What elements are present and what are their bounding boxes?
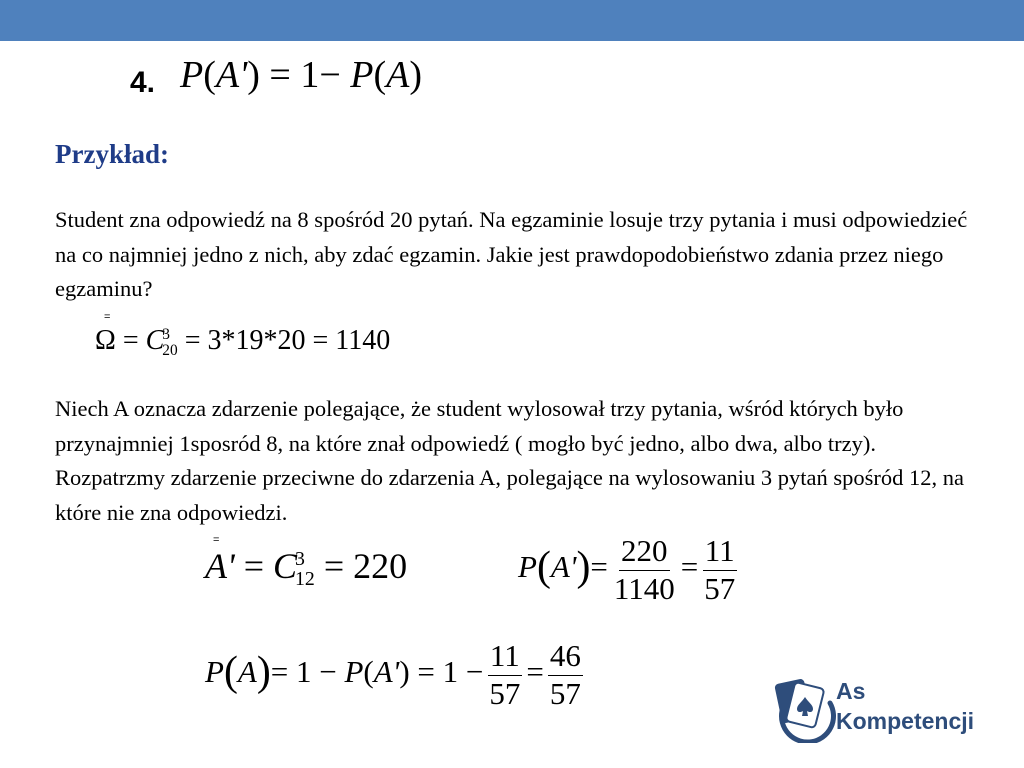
omega-rest: = 3*19*20 = 1140: [184, 325, 391, 356]
event-description: Niech A oznacza zdarzenie polegające, że student wylosował trzy pytania, wśród których było przynajmniej 1sposród 8, na które znał odpowiedź ( mogło być jedno, albo dwa, albo trzy). Rozpatrzmy zdarzenie przeciwne do zdarzenia A, polegające na wylosowaniu 3 pytań spośród 12, na które nie zna odpowiedzi.: [55, 396, 965, 525]
omega-c: C: [145, 325, 165, 356]
omega-c-sup: 3: [162, 326, 170, 344]
card-spade-icon: [768, 673, 838, 743]
omega-c-sub: 20: [162, 341, 178, 359]
logo-text: [836, 676, 974, 736]
aprime-c-indices: [295, 547, 315, 590]
formula-lparen: (: [203, 54, 216, 96]
formula-a-prime: A': [215, 54, 248, 96]
aprime-c: C: [273, 546, 298, 586]
pa-a: A: [237, 654, 257, 690]
aprime-rest: = 220: [323, 546, 408, 586]
pap-frac1-num: 220: [619, 535, 670, 571]
pa-a-prime: A': [373, 654, 400, 690]
pa-p: P: [205, 654, 224, 690]
pa-frac2-num: 46: [548, 640, 583, 676]
pa-frac1-den: 57: [489, 675, 521, 711]
omega-eq: =: [122, 325, 139, 356]
pa-mid: = 1 −: [270, 654, 345, 690]
pap-eq: =: [590, 549, 608, 585]
p-a-formula: P(A)= 1 − P(A') = 1 − $\frac{11}{57}$ = $\frac{46}{57}$: [205, 638, 581, 711]
aprime-eq-marker: =: [213, 534, 220, 546]
pa-fraction-2: [548, 640, 583, 710]
pa-mid2: = 1 −: [417, 654, 484, 690]
aprime-eq: =: [243, 546, 265, 586]
logo-line-1: As: [836, 678, 866, 704]
omega-c-indices: [162, 327, 177, 358]
top-banner: [0, 0, 1024, 41]
pa-frac1-num: 11: [488, 640, 522, 676]
aprime-formula: [205, 545, 407, 590]
p-aprime-formula: P(A')= $\frac{220}{1140}$ = $\frac{11}{57}$: [518, 533, 736, 606]
pap-frac1-den: 1140: [613, 570, 675, 606]
formula-equals: =: [269, 54, 291, 96]
formula-p: P: [180, 54, 204, 96]
omega-eq-marker: =: [104, 311, 111, 323]
formula-one: 1: [300, 54, 320, 96]
pap-fraction-1: [612, 535, 677, 605]
pa-eq: =: [526, 654, 544, 690]
pap-a: A': [550, 549, 577, 585]
aprime-c-sub: 12: [295, 567, 315, 590]
slide-number: 4.: [130, 66, 156, 99]
formula-rparen2: ): [409, 54, 422, 96]
omega-symbol: Ω: [95, 325, 116, 356]
as-kompetencji-logo: [768, 673, 998, 743]
formula-minus: −: [319, 54, 341, 96]
pa-fraction-1: [487, 640, 522, 710]
aprime-a: A': [205, 546, 235, 586]
aprime-c-sup: 3: [295, 547, 305, 570]
pap-frac2-num: 11: [703, 535, 737, 571]
formula-p2: P: [350, 54, 374, 96]
example-heading: Przykład:: [55, 139, 169, 169]
omega-formula: [95, 325, 390, 358]
pap-frac2-den: 57: [704, 570, 736, 606]
formula-rparen: ): [247, 54, 260, 96]
pa-frac2-den: 57: [549, 675, 581, 711]
formula-lparen2: (: [373, 54, 387, 96]
pap-eq2: =: [680, 549, 699, 585]
formula-a: A: [386, 54, 410, 96]
pap-p: P: [518, 549, 537, 585]
problem-statement: Student zna odpowiedź na 8 spośród 20 pytań. Na egzaminie losuje trzy pytania i musi odpowiedzieć na co najmniej jedno z nich, aby zdać egzamin. Jakie jest prawdopodobieństwo zdania przez niego egzaminu?: [55, 207, 968, 301]
logo-line-2: Kompetencji: [836, 708, 975, 734]
pap-fraction-2: [702, 535, 737, 605]
formula-complement: [180, 53, 422, 97]
pa-p2: P: [344, 654, 364, 690]
